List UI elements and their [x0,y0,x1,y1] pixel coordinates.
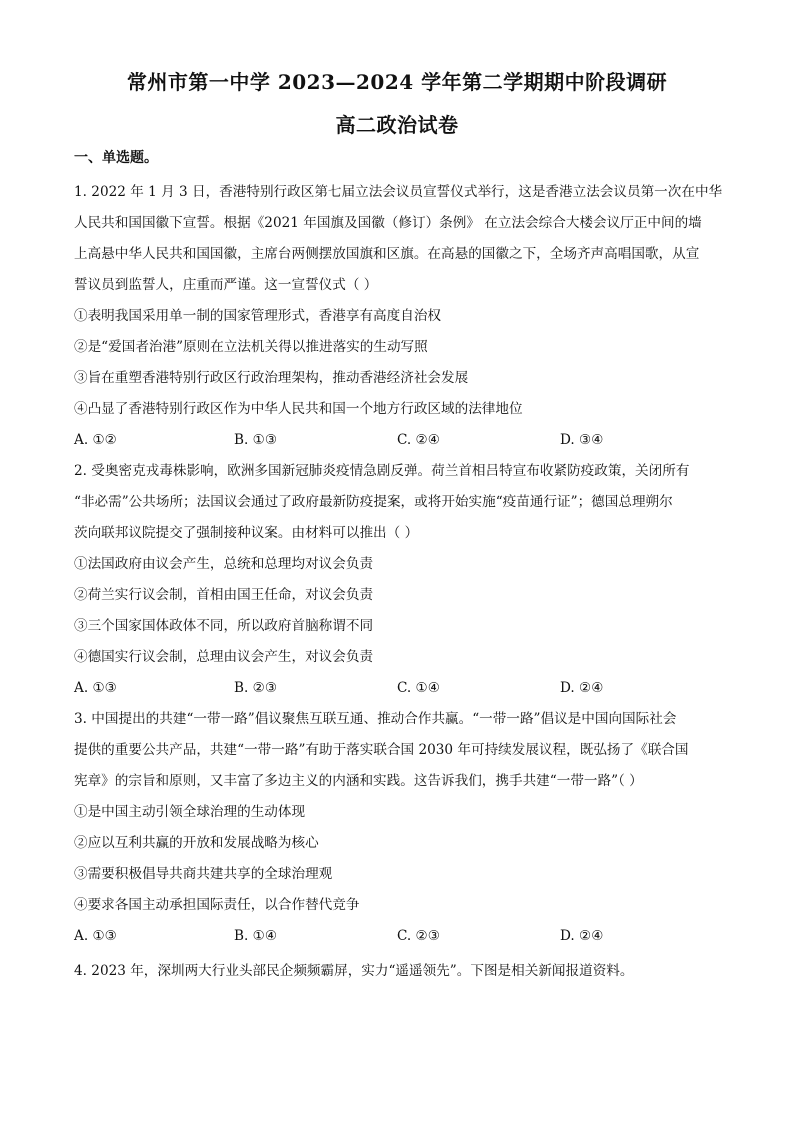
exam-title: 常州市第一中学 2023—2024 学年第二学期期中阶段调研 [126,70,668,94]
option-d: D. ②④ [560,928,604,944]
question-text-line: 2. 受奥密克戎毒株影响，欧洲多国新冠肺炎疫情急剧反弹。荷兰首相吕特宣布收紧防疫政策，关闭所有 [74,463,690,479]
question-1 [74,177,724,456]
answer-options [74,425,724,456]
option-d: D. ③④ [560,432,604,448]
question-text-line: 提供的重要公共产品，共建“一带一路”有助于落实联合国 2030 年可持续发展议程，既弘扬了《联合国 [74,742,689,758]
statement-item: ④要求各国主动承担国际责任，以合作替代竞争 [74,897,360,913]
statement-item: ③旨在重塑香港特别行政区行政治理架构，推动香港经济社会发展 [74,370,469,386]
question-2 [74,456,724,704]
statement-item: ①表明我国采用单一制的国家管理形式，香港享有高度自治权 [74,308,442,324]
option-b: B. ②③ [234,680,278,696]
statement-item: ①是中国主动引领全球治理的生动体现 [74,804,306,820]
option-c: C. ①④ [397,680,440,696]
option-b: B. ①④ [234,928,278,944]
option-d: D. ②④ [560,680,604,696]
option-a: A. ①③ [74,680,117,696]
statement-item: ①法国政府由议会产生，总统和总理均对议会负责 [74,556,374,572]
question-text-line: 誓议员到监誓人，庄重而严谨。这一宣誓仪式（ ） [74,277,378,293]
option-c: C. ②③ [397,928,440,944]
question-text-line: 4. 2023 年，深圳两大行业头部民企频频霸屏，实力“遥遥领先”。下图是相关新闻报道资料。 [74,963,634,979]
statement-item: ④凸显了香港特别行政区作为中华人民共和国一个地方行政区域的法律地位 [74,401,523,417]
statement-item: ④德国实行议会制，总理由议会产生，对议会负责 [74,649,374,665]
question-text-line: 茨向联邦议院提交了强制接种议案。由材料可以推出（ ） [74,525,419,541]
exam-subtitle: 高二政治试卷 [335,113,459,137]
statement-item: ③三个国家国体政体不同，所以政府首脑称谓不同 [74,618,374,634]
question-text-line: 3. 中国提出的共建“一带一路”倡议聚焦互联互通、推动合作共赢。“一带一路”倡议是中国向国际社会 [74,711,677,727]
answer-options [74,921,724,952]
question-text-line: 1. 2022 年 1 月 3 日，香港特别行政区第七届立法会议员宣誓仪式举行，这是香港立法会议员第一次在中华 [74,184,723,200]
option-c: C. ②④ [397,432,440,448]
statement-item: ②是“爱国者治港”原则在立法机关得以推进落实的生动写照 [74,339,428,355]
option-a: A. ①② [74,432,117,448]
statement-item: ②荷兰实行议会制，首相由国王任命，对议会负责 [74,587,374,603]
question-3 [74,704,724,952]
question-text-line: 宪章》的宗旨和原则，又丰富了多边主义的内涵和实践。这告诉我们，携手共建“一带一路”（ ） [74,773,643,789]
option-b: B. ①③ [234,432,278,448]
answer-options [74,673,724,704]
statement-item: ②应以互利共赢的开放和发展战略为核心 [74,835,319,851]
question-4 [74,956,724,987]
question-text-line: “非必需”公共场所；法国议会通过了政府最新防疫提案，或将开始实施“疫苗通行证”；德国总理朔尔 [74,494,673,510]
question-text-line: 上高悬中华人民共和国国徽，主席台两侧摆放国旗和区旗。在高悬的国徽之下，全场齐声高唱国歌，从宣 [74,246,700,262]
section-heading: 一、单选题。 [74,150,158,166]
statement-item: ③需要积极倡导共商共建共享的全球治理观 [74,866,333,882]
question-text-line: 人民共和国国徽下宣誓。根据《2021 年国旗及国徽（修订）条例》 在立法会综合大楼会议厅正中间的墙 [74,215,702,231]
option-a: A. ①③ [74,928,117,944]
